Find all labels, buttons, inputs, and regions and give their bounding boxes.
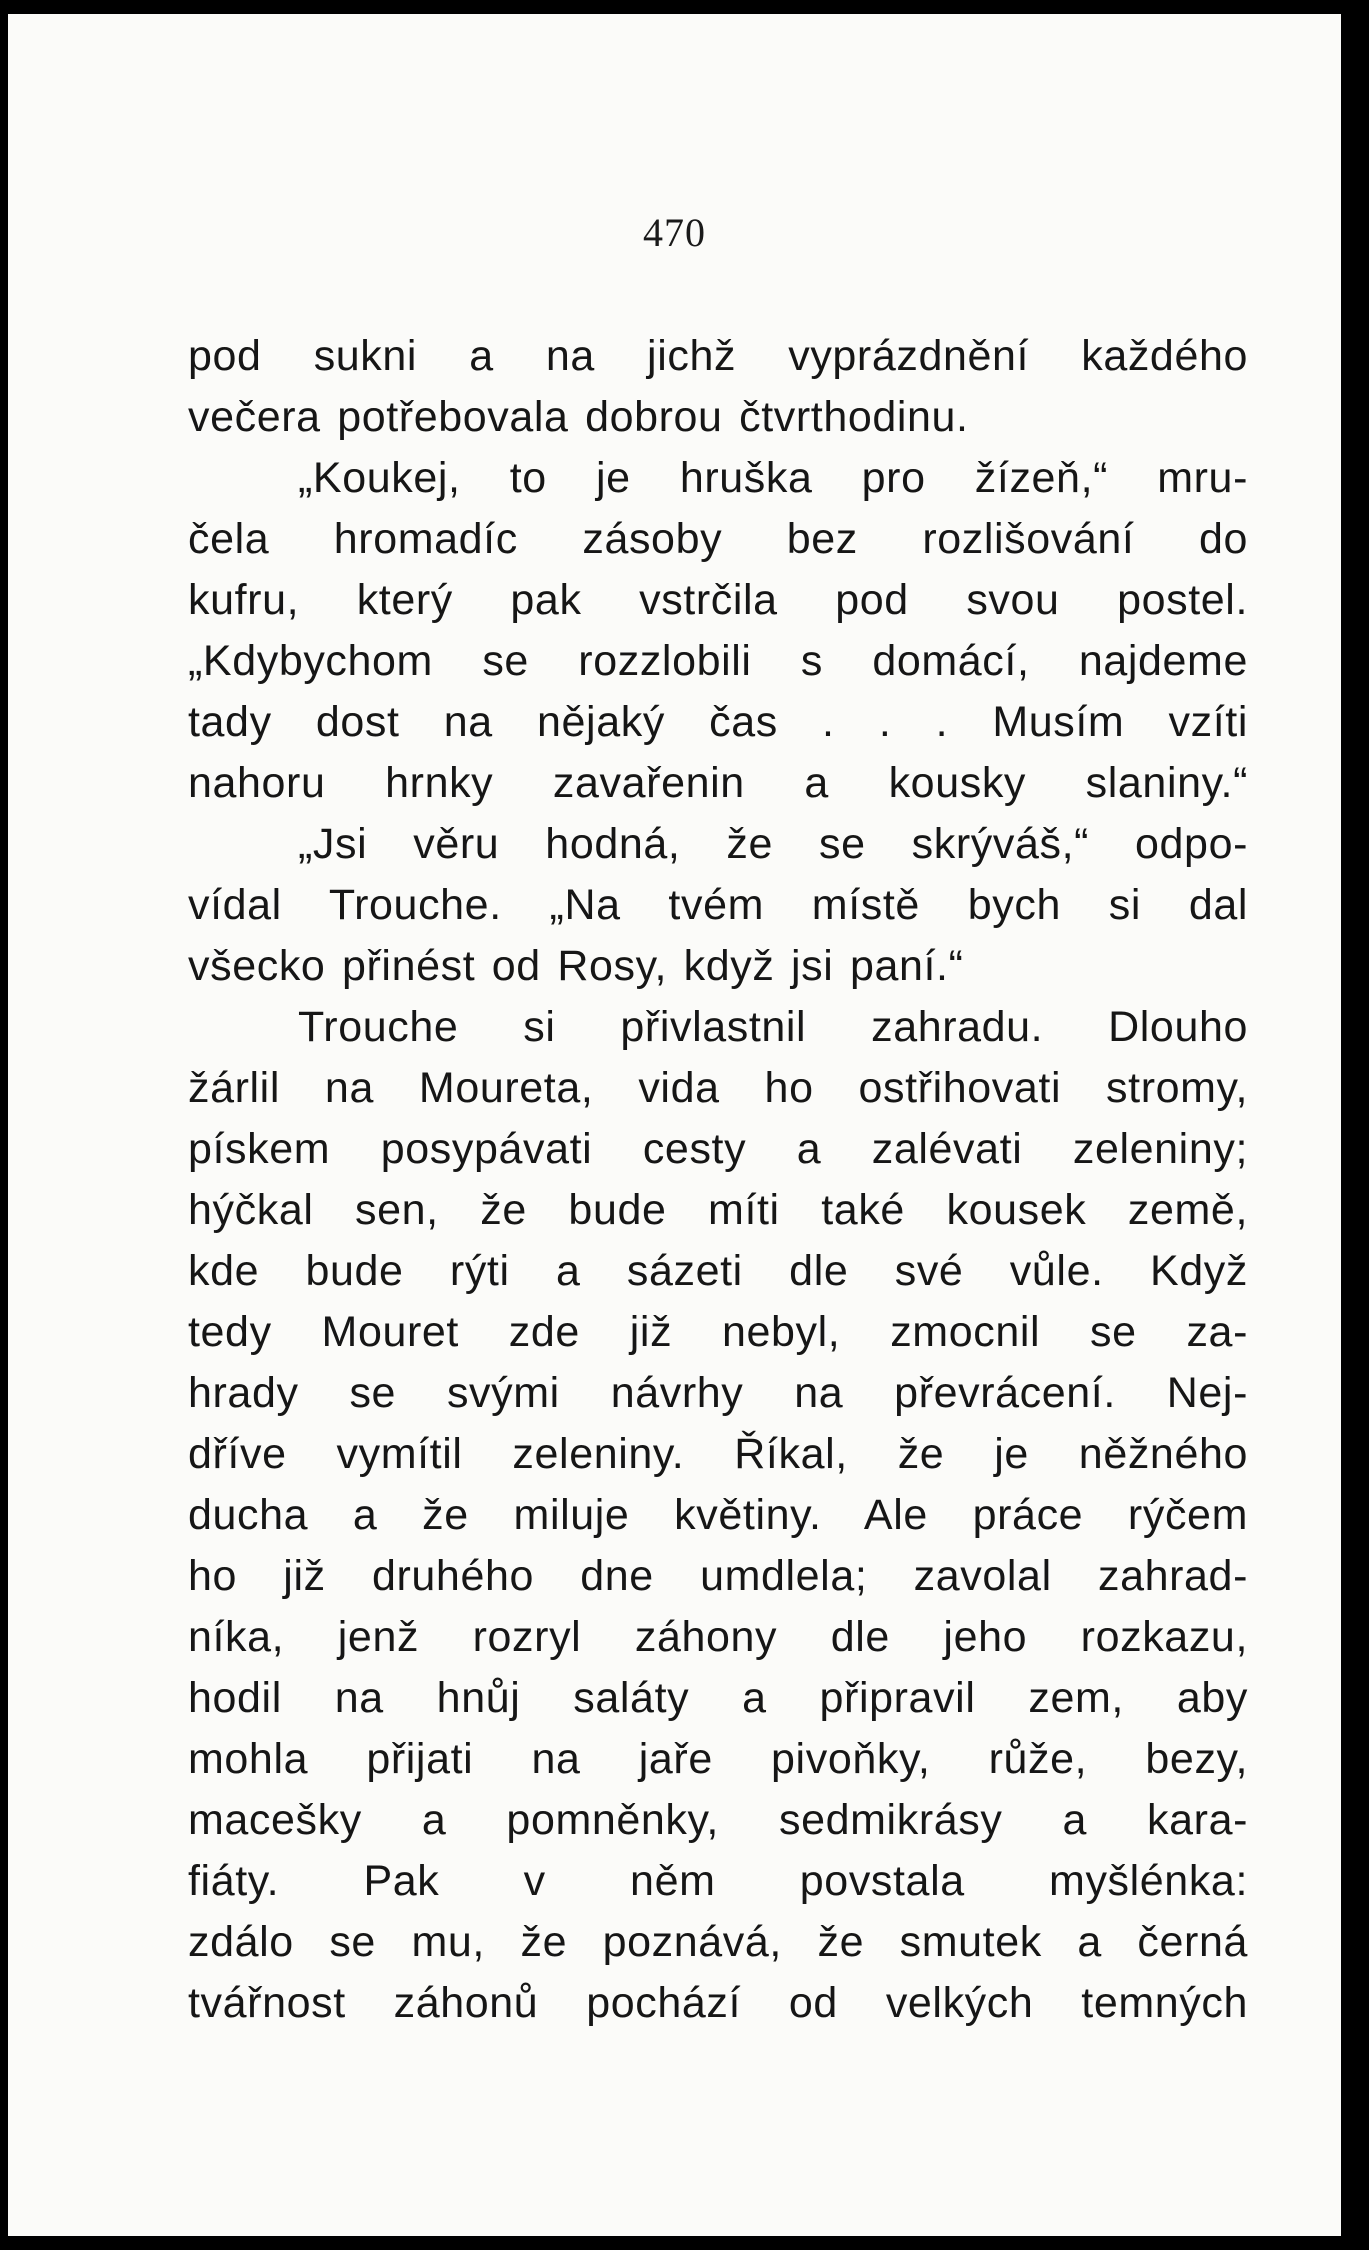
text-line: dříve vymítil zeleniny. Říkal, že je něžného [188,1430,1248,1478]
text-line: hodil na hnůj saláty a připravil zem, aby [188,1674,1248,1722]
text-line: všecko přinést od Rosy, když jsi paní.“ [188,942,964,990]
text-line: fiáty. Pak v něm povstala myšlénka: [188,1857,1248,1905]
text-line: níka, jenž rozryl záhony dle jeho rozkazu, [188,1613,1248,1661]
text-line: tvářnost záhonů pochází od velkých temných [188,1979,1248,2027]
page-shadow-edge [1341,0,1369,2250]
text-line: „Kdybychom se rozzlobili s domácí, najdeme [188,637,1248,685]
text-line: večera potřebovala dobrou čtvrthodinu. [188,393,969,441]
text-line: ho již druhého dne umdlela; zavolal zahrad- [188,1552,1248,1600]
text-line: čela hromadíc zásoby bez rozlišování do [188,515,1248,563]
text-line: kufru, který pak vstrčila pod svou postel. [188,576,1248,624]
text-line: Trouche si přivlastnil zahradu. Dlouho [298,1003,1248,1051]
text-line: nahoru hrnky zavařenin a kousky slaniny.“ [188,759,1248,807]
book-page [8,14,1341,2236]
text-line: vídal Trouche. „Na tvém místě bych si dal [188,881,1248,929]
text-line: mohla přijati na jaře pivoňky, růže, bezy, [188,1735,1248,1783]
text-line: ducha a že miluje květiny. Ale práce rýčem [188,1491,1248,1539]
body-text [188,326,1248,2034]
text-line: pod sukni a na jichž vyprázdnění každého [188,332,1248,380]
text-line: „Jsi věru hodná, že se skrýváš,“ odpo- [298,820,1248,868]
text-line: macešky a pomněnky, sedmikrásy a kara- [188,1796,1248,1844]
text-line: žárlil na Moureta, vida ho ostřihovati stromy, [188,1064,1248,1112]
text-line: tady dost na nějaký čas . . . Musím vzíti [188,698,1248,746]
text-line: tedy Mouret zde již nebyl, zmocnil se za- [188,1308,1248,1356]
text-line: hrady se svými návrhy na převrácení. Nej- [188,1369,1248,1417]
text-line: hýčkal sen, že bude míti také kousek země, [188,1186,1248,1234]
text-line: „Koukej, to je hruška pro žízeň,“ mru- [298,454,1248,502]
text-line: pískem posypávati cesty a zalévati zeleniny; [188,1125,1248,1173]
text-line: zdálo se mu, že poznává, že smutek a černá [188,1918,1248,1966]
page-number: 470 [643,210,706,255]
text-line: kde bude rýti a sázeti dle své vůle. Když [188,1247,1248,1295]
